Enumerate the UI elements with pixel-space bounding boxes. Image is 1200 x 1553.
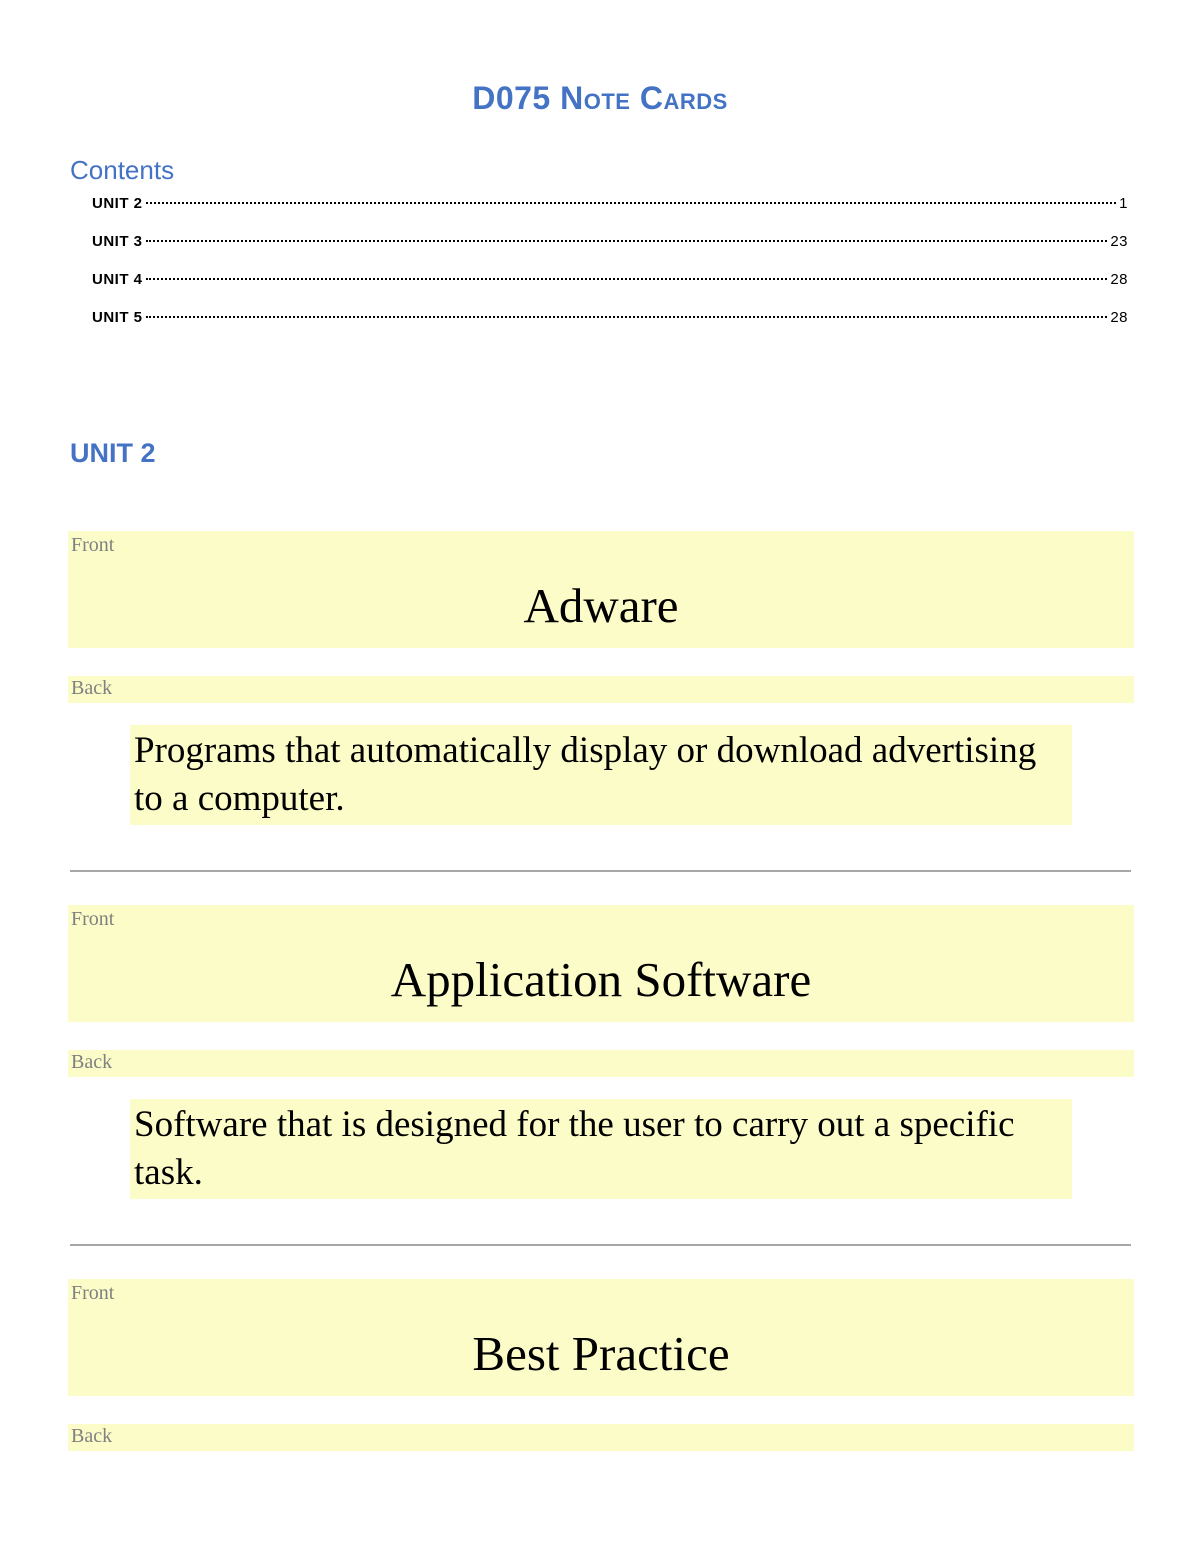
note-card-best-practice [68,1279,1134,1451]
back-label: Back [71,1051,113,1073]
card-divider [70,870,1131,872]
card-front [68,1279,1134,1396]
contents-heading: Contents [70,155,175,185]
toc-entry-page: 1 [1119,195,1128,212]
back-label: Back [71,1425,113,1447]
toc-entry-page: 23 [1110,233,1128,250]
note-card-adware [68,531,1134,825]
table-of-contents [92,195,1128,347]
toc-entry-page: 28 [1110,271,1128,288]
note-card-application-software [68,905,1134,1199]
toc-dot-leader [146,278,1108,280]
toc-dot-leader [146,240,1108,242]
card-definition: Programs that automatically display or download advertising to a computer. [130,725,1072,825]
front-label: Front [71,908,115,930]
toc-entry-unit-3[interactable] [92,233,1128,271]
toc-entry-label: UNIT 4 [92,271,143,288]
card-back-bar [68,1050,1134,1077]
document-title: D075 Note Cards [472,80,728,116]
toc-entry-label: UNIT 3 [92,233,143,250]
card-term: Best Practice [472,1326,730,1381]
card-back-bar [68,676,1134,703]
toc-entry-unit-5[interactable] [92,309,1128,347]
card-back-bar [68,1424,1134,1451]
card-term: Application Software [390,952,812,1007]
toc-entry-page: 28 [1110,309,1128,326]
front-label: Front [71,1282,115,1304]
toc-dot-leader [146,316,1108,318]
unit-heading: UNIT 2 [70,438,156,468]
toc-entry-label: UNIT 2 [92,195,143,212]
toc-entry-unit-4[interactable] [92,271,1128,309]
toc-entry-unit-2[interactable] [92,195,1128,233]
toc-dot-leader [146,202,1117,204]
card-divider [70,1244,1131,1246]
front-label: Front [71,534,115,556]
toc-entry-label: UNIT 5 [92,309,143,326]
card-front [68,905,1134,1022]
card-definition: Software that is designed for the user to carry out a specific task. [130,1099,1072,1199]
card-term: Adware [523,578,679,633]
card-front [68,531,1134,648]
back-label: Back [71,677,113,699]
